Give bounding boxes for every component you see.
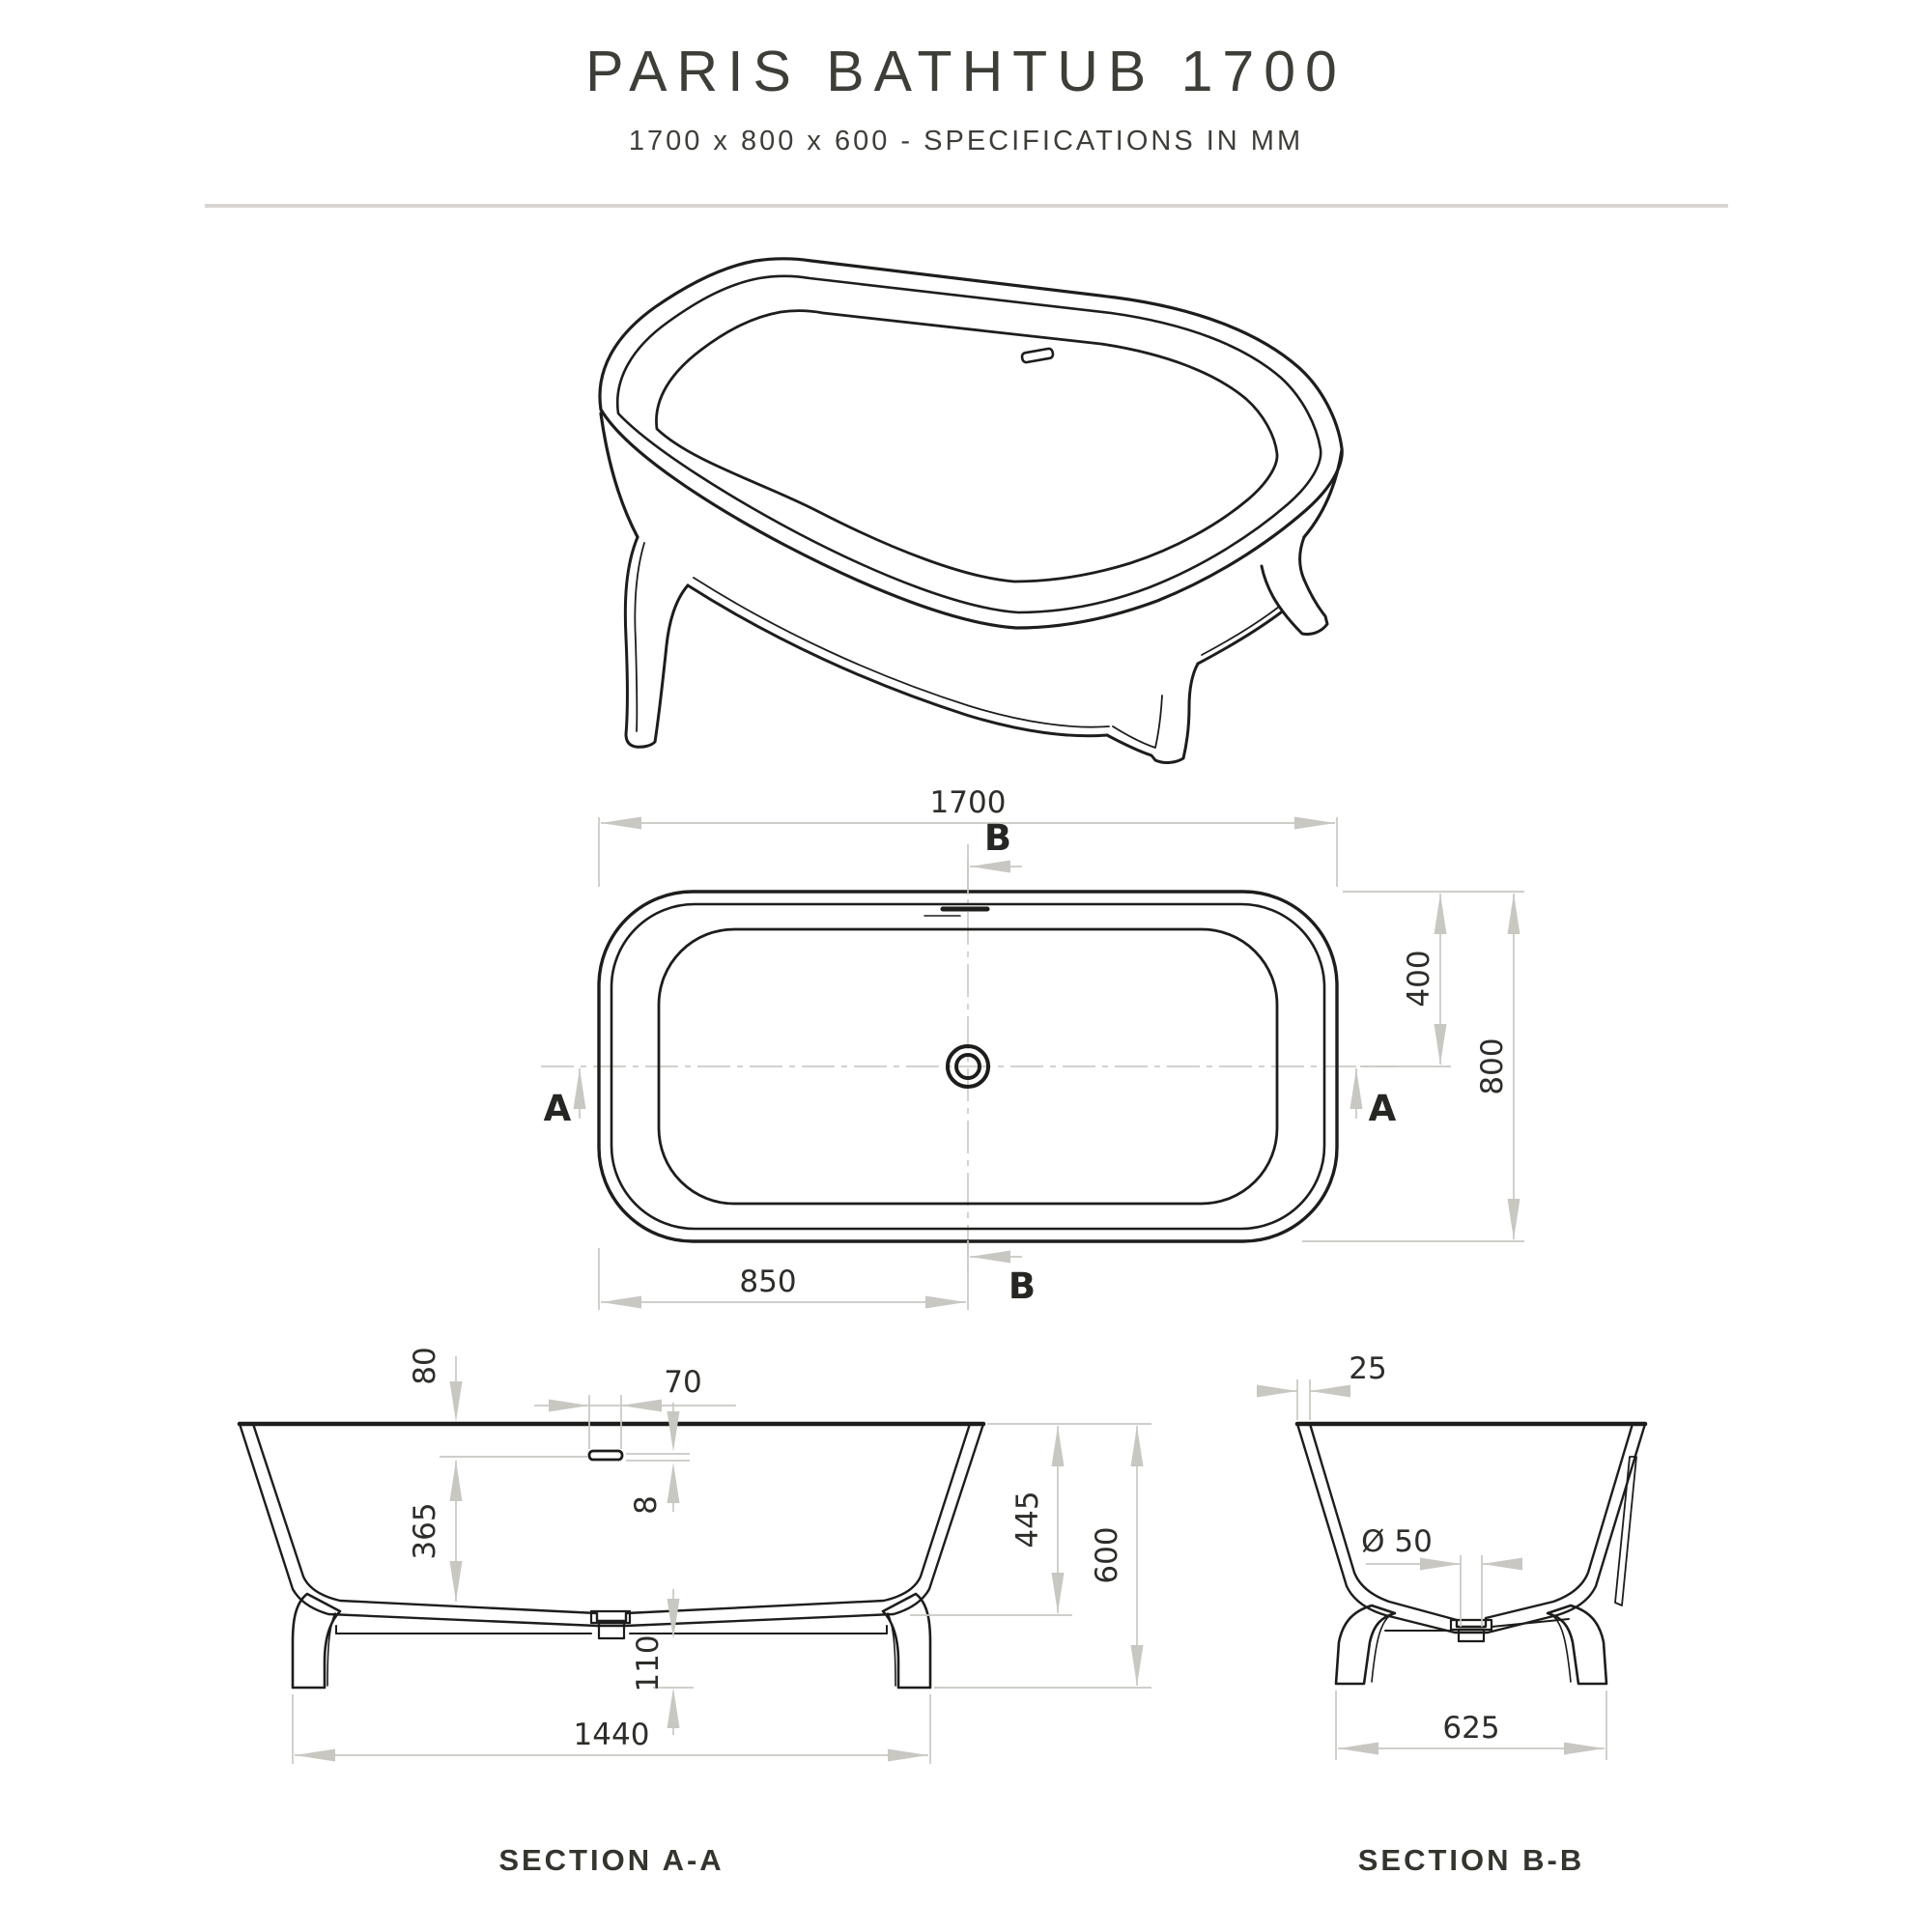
section-aa-view (240, 1347, 1151, 1877)
isometric-view (600, 259, 1342, 763)
section-b-marker-top: B (983, 817, 1012, 859)
plan-dim-depth: 800 (1475, 1037, 1510, 1095)
aa-dim-total-height: 600 (1090, 1526, 1124, 1584)
dim-arrow (549, 1400, 589, 1412)
section-a-arrow-left (574, 1068, 586, 1109)
dim-arrow (1435, 1024, 1447, 1065)
dim-arrow (601, 1296, 641, 1309)
dim-arrow (1052, 1573, 1065, 1613)
aa-shell (240, 1424, 983, 1626)
bb-left-leg (1336, 1605, 1395, 1684)
dim-arrow (1564, 1743, 1605, 1755)
iso-bottom-edge-right (1198, 612, 1281, 664)
aa-overflow-slot (589, 1451, 622, 1460)
aa-dim-overflow-width: 70 (664, 1365, 702, 1400)
section-b-arrow-top (970, 861, 1010, 873)
iso-rim-inner (617, 276, 1321, 612)
dim-arrow (621, 1400, 662, 1412)
section-aa-label: SECTION A-A (498, 1843, 724, 1877)
dim-arrow (1482, 1558, 1522, 1571)
aa-dim-overflow-to-floor: 365 (408, 1502, 442, 1560)
bb-right-leg-inner-line (1553, 1616, 1571, 1682)
section-b-arrow-bottom (970, 1251, 1010, 1264)
page-title: PARIS BATHTUB 1700 (585, 40, 1347, 103)
page-subtitle: 1700 x 800 x 600 - SPECIFICATIONS IN MM (628, 126, 1304, 156)
bb-dim-feet-span: 625 (1442, 1711, 1500, 1746)
dim-arrow (450, 1381, 463, 1422)
dim-arrow (668, 1463, 680, 1503)
dim-arrow (1508, 894, 1520, 934)
plan-dim-width: 1700 (929, 785, 1007, 820)
bb-dim-drain-diameter: Ø 50 (1361, 1524, 1433, 1559)
iso-front-left-leg-inner-line (635, 543, 644, 731)
bb-shell (1297, 1424, 1645, 1633)
section-a-marker-left: A (543, 1088, 572, 1129)
section-b-marker-bottom: B (1008, 1265, 1037, 1307)
dim-arrow (295, 1749, 335, 1762)
section-bb-view (1257, 1351, 1645, 1877)
bb-right-leg (1548, 1605, 1606, 1684)
dim-arrow (1508, 1199, 1520, 1239)
dim-arrow (450, 1561, 463, 1602)
section-a-arrow-right (1350, 1068, 1363, 1109)
dim-arrow (1338, 1743, 1378, 1755)
dim-arrow (668, 1411, 680, 1452)
section-bb-label: SECTION B-B (1357, 1843, 1585, 1877)
aa-left-leg-inner-line (327, 1613, 335, 1686)
dim-arrow (1294, 817, 1335, 830)
dim-arrow (888, 1749, 928, 1762)
iso-bottom-edge-inner (694, 578, 1109, 727)
dim-arrow (925, 1296, 966, 1309)
bb-left-leg-inner-line (1372, 1616, 1389, 1682)
section-a-marker-right: A (1368, 1088, 1397, 1129)
dim-arrow (601, 817, 641, 830)
dim-arrow (1435, 894, 1447, 934)
aa-left-leg (293, 1594, 340, 1688)
iso-bottom-edge-right-inner (1202, 607, 1279, 655)
dim-arrow (1420, 1558, 1461, 1571)
aa-dim-floor-to-ground: 110 (631, 1634, 666, 1692)
aa-right-leg-inner-line (888, 1613, 895, 1686)
iso-front-left-leg (625, 537, 688, 747)
iso-bottom-edge (688, 585, 1107, 736)
aa-dim-rim-to-overflow: 80 (408, 1347, 442, 1385)
dim-arrow (1310, 1385, 1350, 1398)
iso-basin-edge (656, 311, 1277, 582)
bb-overflow-channel (1615, 1457, 1636, 1605)
dim-arrow (450, 1461, 463, 1501)
iso-front-right-leg-inner-line (1113, 696, 1162, 748)
dim-arrow (1052, 1426, 1065, 1466)
iso-overflow-slot (1021, 348, 1053, 362)
iso-front-right-leg (1107, 664, 1198, 762)
dim-arrow (1131, 1645, 1144, 1686)
dim-arrow (1131, 1426, 1144, 1466)
aa-dim-overflow-height: 8 (629, 1495, 664, 1515)
dim-arrow (1257, 1385, 1297, 1398)
bb-dim-wall-thickness: 25 (1349, 1351, 1387, 1386)
aa-dim-feet-span: 1440 (573, 1718, 650, 1752)
aa-dim-rim-to-belly: 445 (1010, 1491, 1045, 1548)
dim-arrow (668, 1688, 680, 1728)
plan-view (541, 785, 1524, 1310)
plan-dim-half-depth: 400 (1402, 950, 1436, 1008)
plan-dim-center-from-left: 850 (739, 1264, 797, 1299)
